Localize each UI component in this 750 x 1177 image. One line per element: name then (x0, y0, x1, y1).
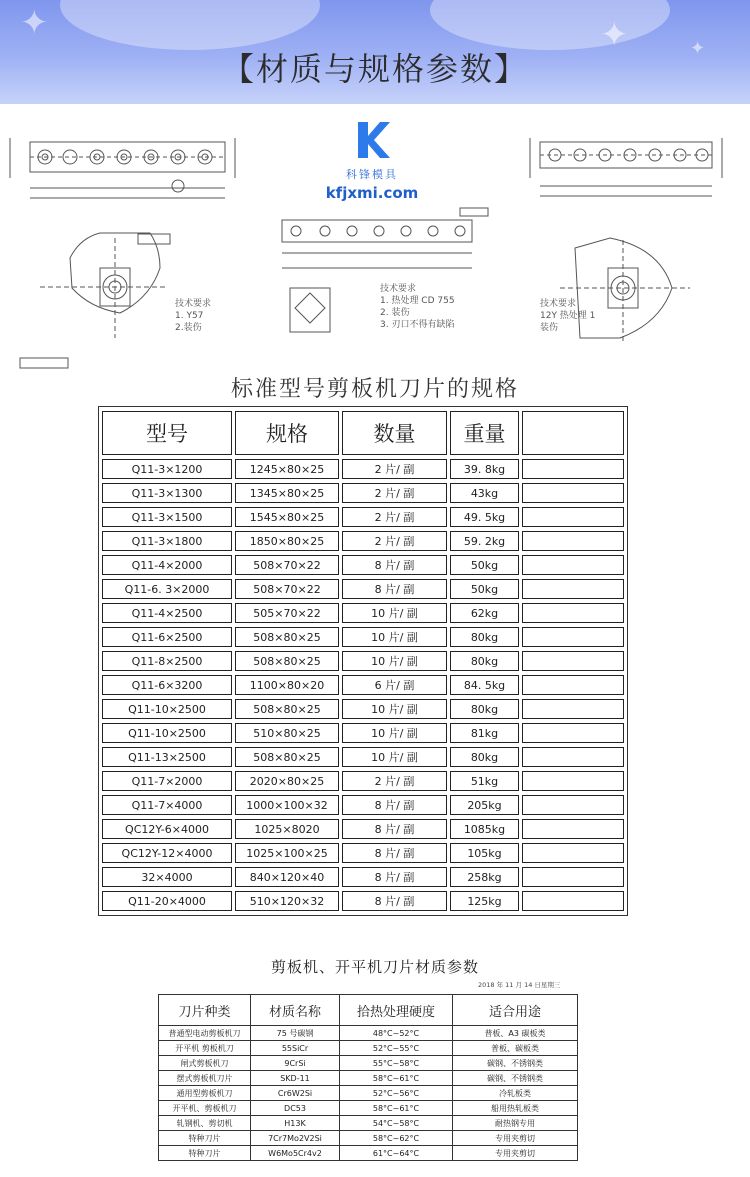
table-row (102, 747, 624, 767)
table-cell: 碳钢、不锈钢类 (453, 1071, 578, 1086)
table-cell: 2 片/ 副 (342, 459, 447, 479)
table-row (159, 1086, 578, 1101)
logo-k-icon (350, 118, 394, 162)
table-row (102, 531, 624, 551)
table-cell: 10 片/ 副 (342, 627, 447, 647)
table-row (159, 1101, 578, 1116)
header-cell: 拾热处理硬度 (340, 995, 453, 1026)
table-cell: 8 片/ 副 (342, 891, 447, 911)
logo-url: kfjxmi.com (325, 184, 419, 202)
table-row (159, 1131, 578, 1146)
table-cell: 普通型电动剪板机刀 (159, 1026, 251, 1041)
table-cell: 8 片/ 副 (342, 555, 447, 575)
table-cell (522, 507, 624, 527)
star-icon: ✦ (600, 15, 629, 55)
table-row (102, 843, 624, 863)
table-cell (522, 555, 624, 575)
table-cell: 2 片/ 副 (342, 483, 447, 503)
table-cell: 75 号碳钢 (251, 1026, 340, 1041)
table-cell: 6 片/ 副 (342, 675, 447, 695)
table-cell: 50kg (450, 579, 519, 599)
table-cell: 开平机、剪板机刀 (159, 1101, 251, 1116)
table-row (102, 627, 624, 647)
table-cell (522, 675, 624, 695)
table-row (159, 1041, 578, 1056)
table-cell: Q11-3×1300 (102, 483, 232, 503)
table-cell (522, 579, 624, 599)
table-cell: 125kg (450, 891, 519, 911)
table-cell: 80kg (450, 699, 519, 719)
header-cell (522, 411, 624, 455)
header-cell: 数量 (342, 411, 447, 455)
table-cell: Q11-3×1500 (102, 507, 232, 527)
table-cell: Q11-6×2500 (102, 627, 232, 647)
table-row (159, 1146, 578, 1161)
table-row (102, 651, 624, 671)
table-cell (522, 699, 624, 719)
table-cell: 闸式剪板机刀 (159, 1056, 251, 1071)
table-cell: 耐热钢专用 (453, 1116, 578, 1131)
table-cell: 1345×80×25 (235, 483, 339, 503)
table-cell: 58°C~62°C (340, 1131, 453, 1146)
drawing-note-middle: 技术要求 1. 热处理 CD 755 2. 装伤 3. 刃口不得有缺陷 (380, 284, 455, 330)
table-cell: 508×70×22 (235, 579, 339, 599)
table-row (102, 603, 624, 623)
table-cell: Q11-4×2000 (102, 555, 232, 575)
table-cell: 10 片/ 副 (342, 747, 447, 767)
brand-logo (302, 118, 442, 202)
drawing-note-right: 技术要求 12Y 热处理 1 装伤 (540, 299, 596, 333)
table-cell: 84. 5kg (450, 675, 519, 695)
table-cell (522, 627, 624, 647)
table-cell: 61°C~64°C (340, 1146, 453, 1161)
table-cell: DC53 (251, 1101, 340, 1116)
table-row (102, 675, 624, 695)
material-table-title: 剪板机、开平机刀片材质参数 (270, 958, 479, 976)
table-cell: 8 片/ 副 (342, 819, 447, 839)
table-cell: 81kg (450, 723, 519, 743)
table-row (159, 1026, 578, 1041)
table-cell: 54°C~58°C (340, 1116, 453, 1131)
table-cell: 专用夹剪切 (453, 1131, 578, 1146)
table-cell: 258kg (450, 867, 519, 887)
table-cell: 1850×80×25 (235, 531, 339, 551)
table-cell: 205kg (450, 795, 519, 815)
table-cell: 8 片/ 副 (342, 843, 447, 863)
table-cell: Q11-6×3200 (102, 675, 232, 695)
table-cell: 特种刀片 (159, 1146, 251, 1161)
table-cell: 505×70×22 (235, 603, 339, 623)
table-row (102, 771, 624, 791)
table-cell (522, 867, 624, 887)
table-row (159, 1071, 578, 1086)
table-cell: QC12Y-6×4000 (102, 819, 232, 839)
table-cell: Q11-10×2500 (102, 699, 232, 719)
table-cell: Q11-4×2500 (102, 603, 232, 623)
header-banner (0, 0, 750, 104)
table-cell: 58°C~61°C (340, 1101, 453, 1116)
table-cell: 52°C~55°C (340, 1041, 453, 1056)
table-cell (522, 459, 624, 479)
drawing-note-left: 技术要求 1. Y57 2.装伤 (175, 299, 212, 333)
table-cell: 普板、碳板类 (453, 1041, 578, 1056)
header-cell: 材质名称 (251, 995, 340, 1026)
table-cell: 55SiCr (251, 1041, 340, 1056)
table-cell: 开平机 剪板机刀 (159, 1041, 251, 1056)
table-cell: Q11-13×2500 (102, 747, 232, 767)
table-cell (522, 891, 624, 911)
spec-table (98, 406, 628, 916)
table-cell: 8 片/ 副 (342, 795, 447, 815)
table-row (102, 891, 624, 911)
star-icon: ✦ (20, 3, 49, 43)
table-cell: 船用热轧板类 (453, 1101, 578, 1116)
table-cell: 58°C~61°C (340, 1071, 453, 1086)
table-cell: 39. 8kg (450, 459, 519, 479)
table-row (102, 555, 624, 575)
table-cell: 通用型剪板机刀 (159, 1086, 251, 1101)
star-icon: ✦ (690, 38, 706, 59)
table-cell: 105kg (450, 843, 519, 863)
table-cell: 80kg (450, 747, 519, 767)
table-cell: 510×80×25 (235, 723, 339, 743)
table-cell: 1245×80×25 (235, 459, 339, 479)
table-cell: 508×80×25 (235, 699, 339, 719)
table-cell: Q11-3×1200 (102, 459, 232, 479)
table-cell (522, 795, 624, 815)
table-cell: 52°C~56°C (340, 1086, 453, 1101)
table-row (102, 507, 624, 527)
table-cell: 62kg (450, 603, 519, 623)
table-cell: SKD-11 (251, 1071, 340, 1086)
table-cell: 508×80×25 (235, 651, 339, 671)
table-cell: Q11-7×2000 (102, 771, 232, 791)
spec-table-title: 标准型号剪板机刀片的规格 (230, 377, 519, 402)
table-cell: Q11-8×2500 (102, 651, 232, 671)
table-cell (522, 531, 624, 551)
table-cell: 8 片/ 副 (342, 579, 447, 599)
table-cell: 508×70×22 (235, 555, 339, 575)
table-cell: 80kg (450, 651, 519, 671)
table-cell: 59. 2kg (450, 531, 519, 551)
table-cell: 32×4000 (102, 867, 232, 887)
table-cell: 1025×100×25 (235, 843, 339, 863)
table-cell: 2020×80×25 (235, 771, 339, 791)
table-cell (522, 771, 624, 791)
table-cell: Q11-6. 3×2000 (102, 579, 232, 599)
table-cell: 840×120×40 (235, 867, 339, 887)
table-cell: 2 片/ 副 (342, 771, 447, 791)
table-cell: 55°C~58°C (340, 1056, 453, 1071)
table-cell: 49. 5kg (450, 507, 519, 527)
table-cell: 碳钢、不锈钢类 (453, 1056, 578, 1071)
banner-title: 【材质与规格参数】 (221, 50, 528, 88)
header-cell: 型号 (102, 411, 232, 455)
table-cell: Q11-10×2500 (102, 723, 232, 743)
table-cell: 1085kg (450, 819, 519, 839)
table-cell: Q11-3×1800 (102, 531, 232, 551)
table-row (102, 723, 624, 743)
table-cell: 1000×100×32 (235, 795, 339, 815)
table-row (102, 819, 624, 839)
table-cell: 51kg (450, 771, 519, 791)
table-cell: 特种刀片 (159, 1131, 251, 1146)
table-cell: 普板、A3 碳板类 (453, 1026, 578, 1041)
table-row (159, 1056, 578, 1071)
table-cell: 9CrSi (251, 1056, 340, 1071)
table-cell: H13K (251, 1116, 340, 1131)
table-row (102, 459, 624, 479)
table-cell: 508×80×25 (235, 747, 339, 767)
header-cell: 刀片种类 (159, 995, 251, 1026)
table-cell (522, 723, 624, 743)
table-cell: 50kg (450, 555, 519, 575)
table-cell: 508×80×25 (235, 627, 339, 647)
table-cell: Cr6W2Si (251, 1086, 340, 1101)
table-cell (522, 603, 624, 623)
table-row (102, 483, 624, 503)
material-table (158, 994, 578, 1161)
table-cell (522, 843, 624, 863)
table-cell: 48°C~52°C (340, 1026, 453, 1041)
spec-table-header (102, 411, 624, 455)
table-cell: Q11-7×4000 (102, 795, 232, 815)
table-cell: 8 片/ 副 (342, 867, 447, 887)
table-cell: Q11-20×4000 (102, 891, 232, 911)
table-cell (522, 483, 624, 503)
header-cell: 重量 (450, 411, 519, 455)
table-cell (522, 651, 624, 671)
table-row (102, 699, 624, 719)
table-cell: W6Mo5Cr4v2 (251, 1146, 340, 1161)
table-row (102, 867, 624, 887)
table-cell: 80kg (450, 627, 519, 647)
table-cell: 510×120×32 (235, 891, 339, 911)
table-cell: 10 片/ 副 (342, 699, 447, 719)
table-cell: 10 片/ 副 (342, 603, 447, 623)
banner-glow (60, 0, 320, 50)
table-row (102, 579, 624, 599)
table-cell: 冷轧板类 (453, 1086, 578, 1101)
table-cell (522, 819, 624, 839)
table-row (102, 795, 624, 815)
logo-name: 科锋模具 (346, 168, 398, 181)
table-cell: 摆式剪板机刀片 (159, 1071, 251, 1086)
table-row (159, 1116, 578, 1131)
table-cell: 10 片/ 副 (342, 723, 447, 743)
banner-glow (430, 0, 670, 55)
table-cell: 2 片/ 副 (342, 531, 447, 551)
table-cell: QC12Y-12×4000 (102, 843, 232, 863)
table-cell: 1545×80×25 (235, 507, 339, 527)
table-cell: 轧钢机、剪切机 (159, 1116, 251, 1131)
table-cell: 43kg (450, 483, 519, 503)
table-cell: 1100×80×20 (235, 675, 339, 695)
table-cell: 7Cr7Mo2V2Si (251, 1131, 340, 1146)
table-cell: 2 片/ 副 (342, 507, 447, 527)
table-cell (522, 747, 624, 767)
table-cell: 1025×8020 (235, 819, 339, 839)
material-table-date: 2018 年 11 月 14 日星期三 (478, 981, 561, 989)
table-cell: 专用夹剪切 (453, 1146, 578, 1161)
material-table-header (159, 995, 578, 1026)
header-cell: 适合用途 (453, 995, 578, 1026)
table-cell: 10 片/ 副 (342, 651, 447, 671)
header-cell: 规格 (235, 411, 339, 455)
